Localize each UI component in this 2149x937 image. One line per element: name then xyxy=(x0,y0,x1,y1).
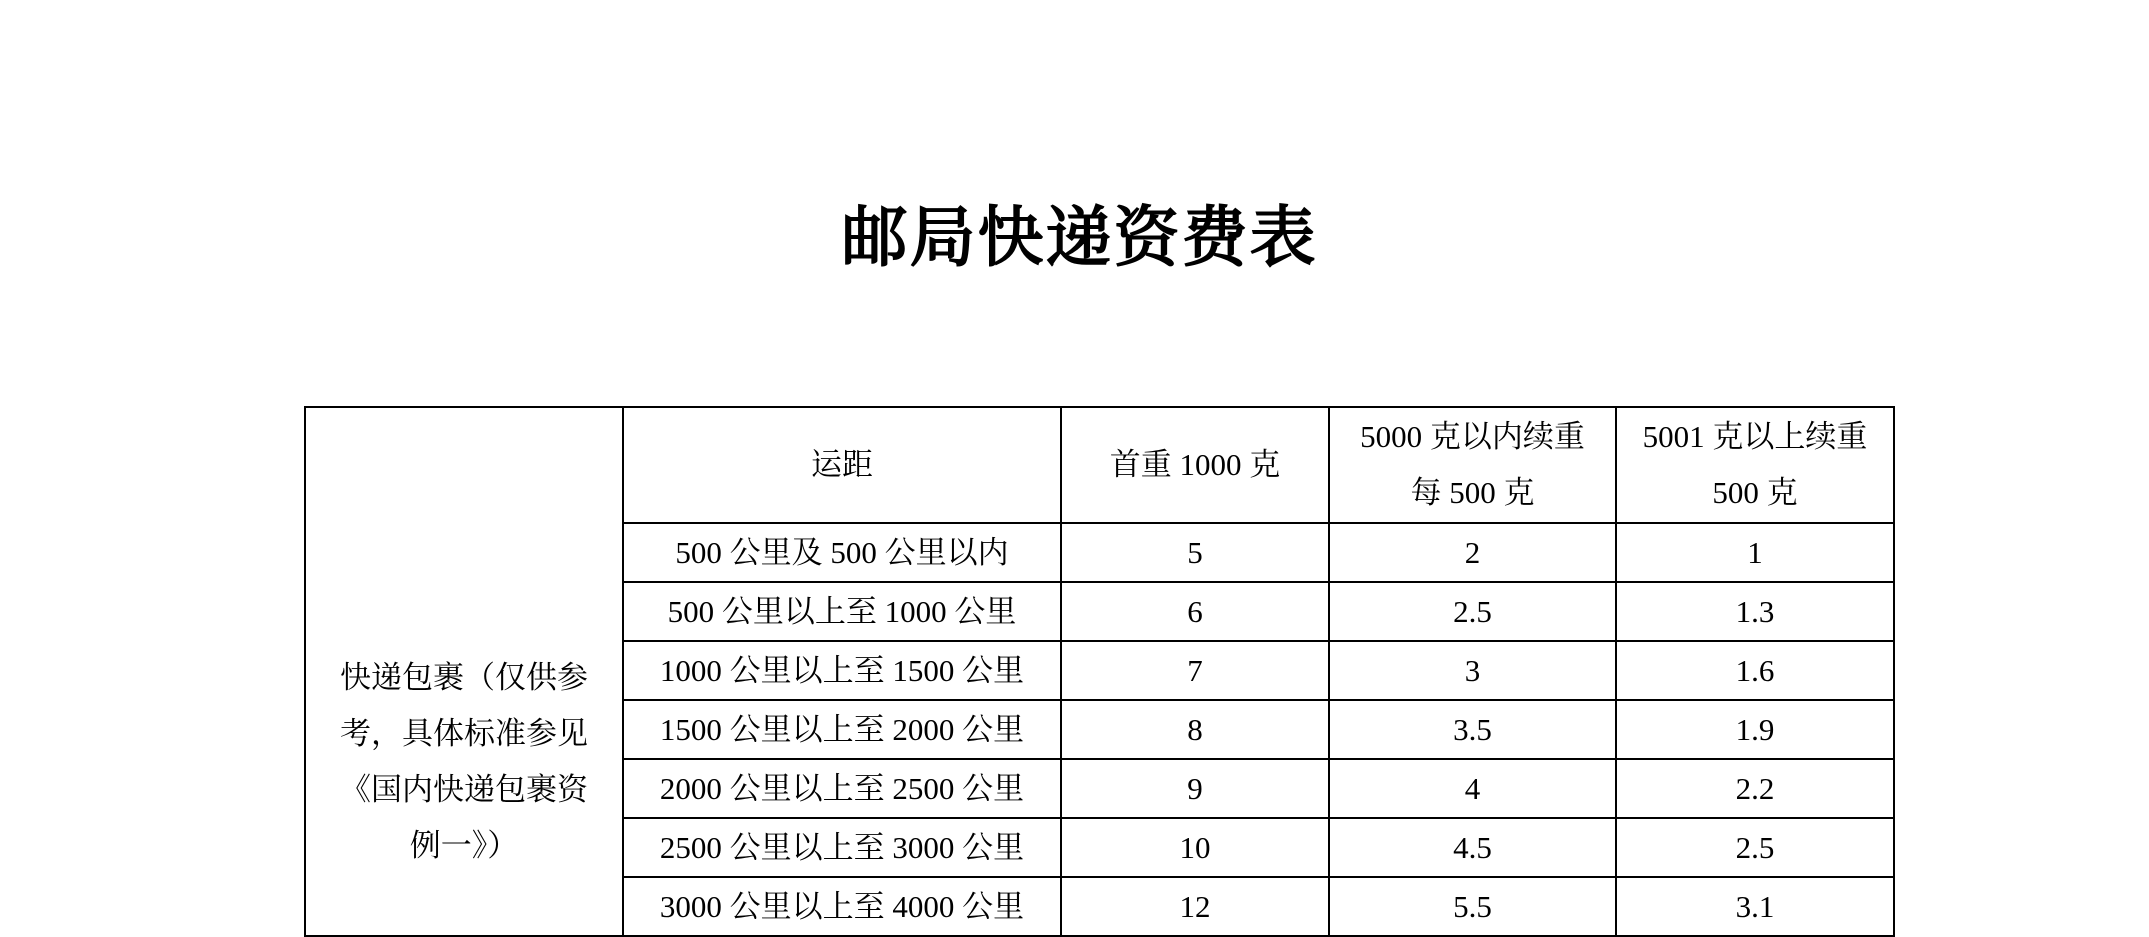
extra-above-cell: 1 xyxy=(1616,523,1894,582)
distance-cell: 500 公里以上至 1000 公里 xyxy=(623,582,1061,641)
extra-within-cell: 2 xyxy=(1329,523,1616,582)
extra-above-cell: 1.3 xyxy=(1616,582,1894,641)
header-distance: 运距 xyxy=(623,407,1061,523)
extra-above-cell: 3.1 xyxy=(1616,877,1894,936)
extra-within-cell: 3 xyxy=(1329,641,1616,700)
distance-cell: 500 公里及 500 公里以内 xyxy=(623,523,1061,582)
extra-above-cell: 2.5 xyxy=(1616,818,1894,877)
extra-within-cell: 4.5 xyxy=(1329,818,1616,877)
first-weight-cell: 5 xyxy=(1061,523,1329,582)
extra-within-cell: 4 xyxy=(1329,759,1616,818)
extra-above-cell: 1.6 xyxy=(1616,641,1894,700)
extra-within-cell: 3.5 xyxy=(1329,700,1616,759)
extra-within-cell: 2.5 xyxy=(1329,582,1616,641)
extra-within-cell: 5.5 xyxy=(1329,877,1616,936)
extra-above-cell: 2.2 xyxy=(1616,759,1894,818)
header-extra-above-5001: 5001 克以上续重 500 克 xyxy=(1616,407,1894,523)
distance-cell: 1500 公里以上至 2000 公里 xyxy=(623,700,1061,759)
distance-cell: 1000 公里以上至 1500 公里 xyxy=(623,641,1061,700)
header-first-weight: 首重 1000 克 xyxy=(1061,407,1329,523)
category-cell xyxy=(305,407,623,936)
tariff-table xyxy=(304,406,1895,937)
first-weight-cell: 7 xyxy=(1061,641,1329,700)
table-header-row xyxy=(305,407,1894,523)
first-weight-cell: 8 xyxy=(1061,700,1329,759)
distance-cell: 2000 公里以上至 2500 公里 xyxy=(623,759,1061,818)
header-extra-within-5000: 5000 克以内续重每 500 克 xyxy=(1329,407,1616,523)
distance-cell: 2500 公里以上至 3000 公里 xyxy=(623,818,1061,877)
page-title: 邮局快递资费表 xyxy=(841,199,1318,276)
distance-cell: 3000 公里以上至 4000 公里 xyxy=(623,877,1061,936)
first-weight-cell: 10 xyxy=(1061,818,1329,877)
first-weight-cell: 12 xyxy=(1061,877,1329,936)
category-label: 快递包裹（仅供参考，具体标准参见《国内快递包裹资例一》） xyxy=(340,659,588,863)
first-weight-cell: 6 xyxy=(1061,582,1329,641)
first-weight-cell: 9 xyxy=(1061,759,1329,818)
extra-above-cell: 1.9 xyxy=(1616,700,1894,759)
